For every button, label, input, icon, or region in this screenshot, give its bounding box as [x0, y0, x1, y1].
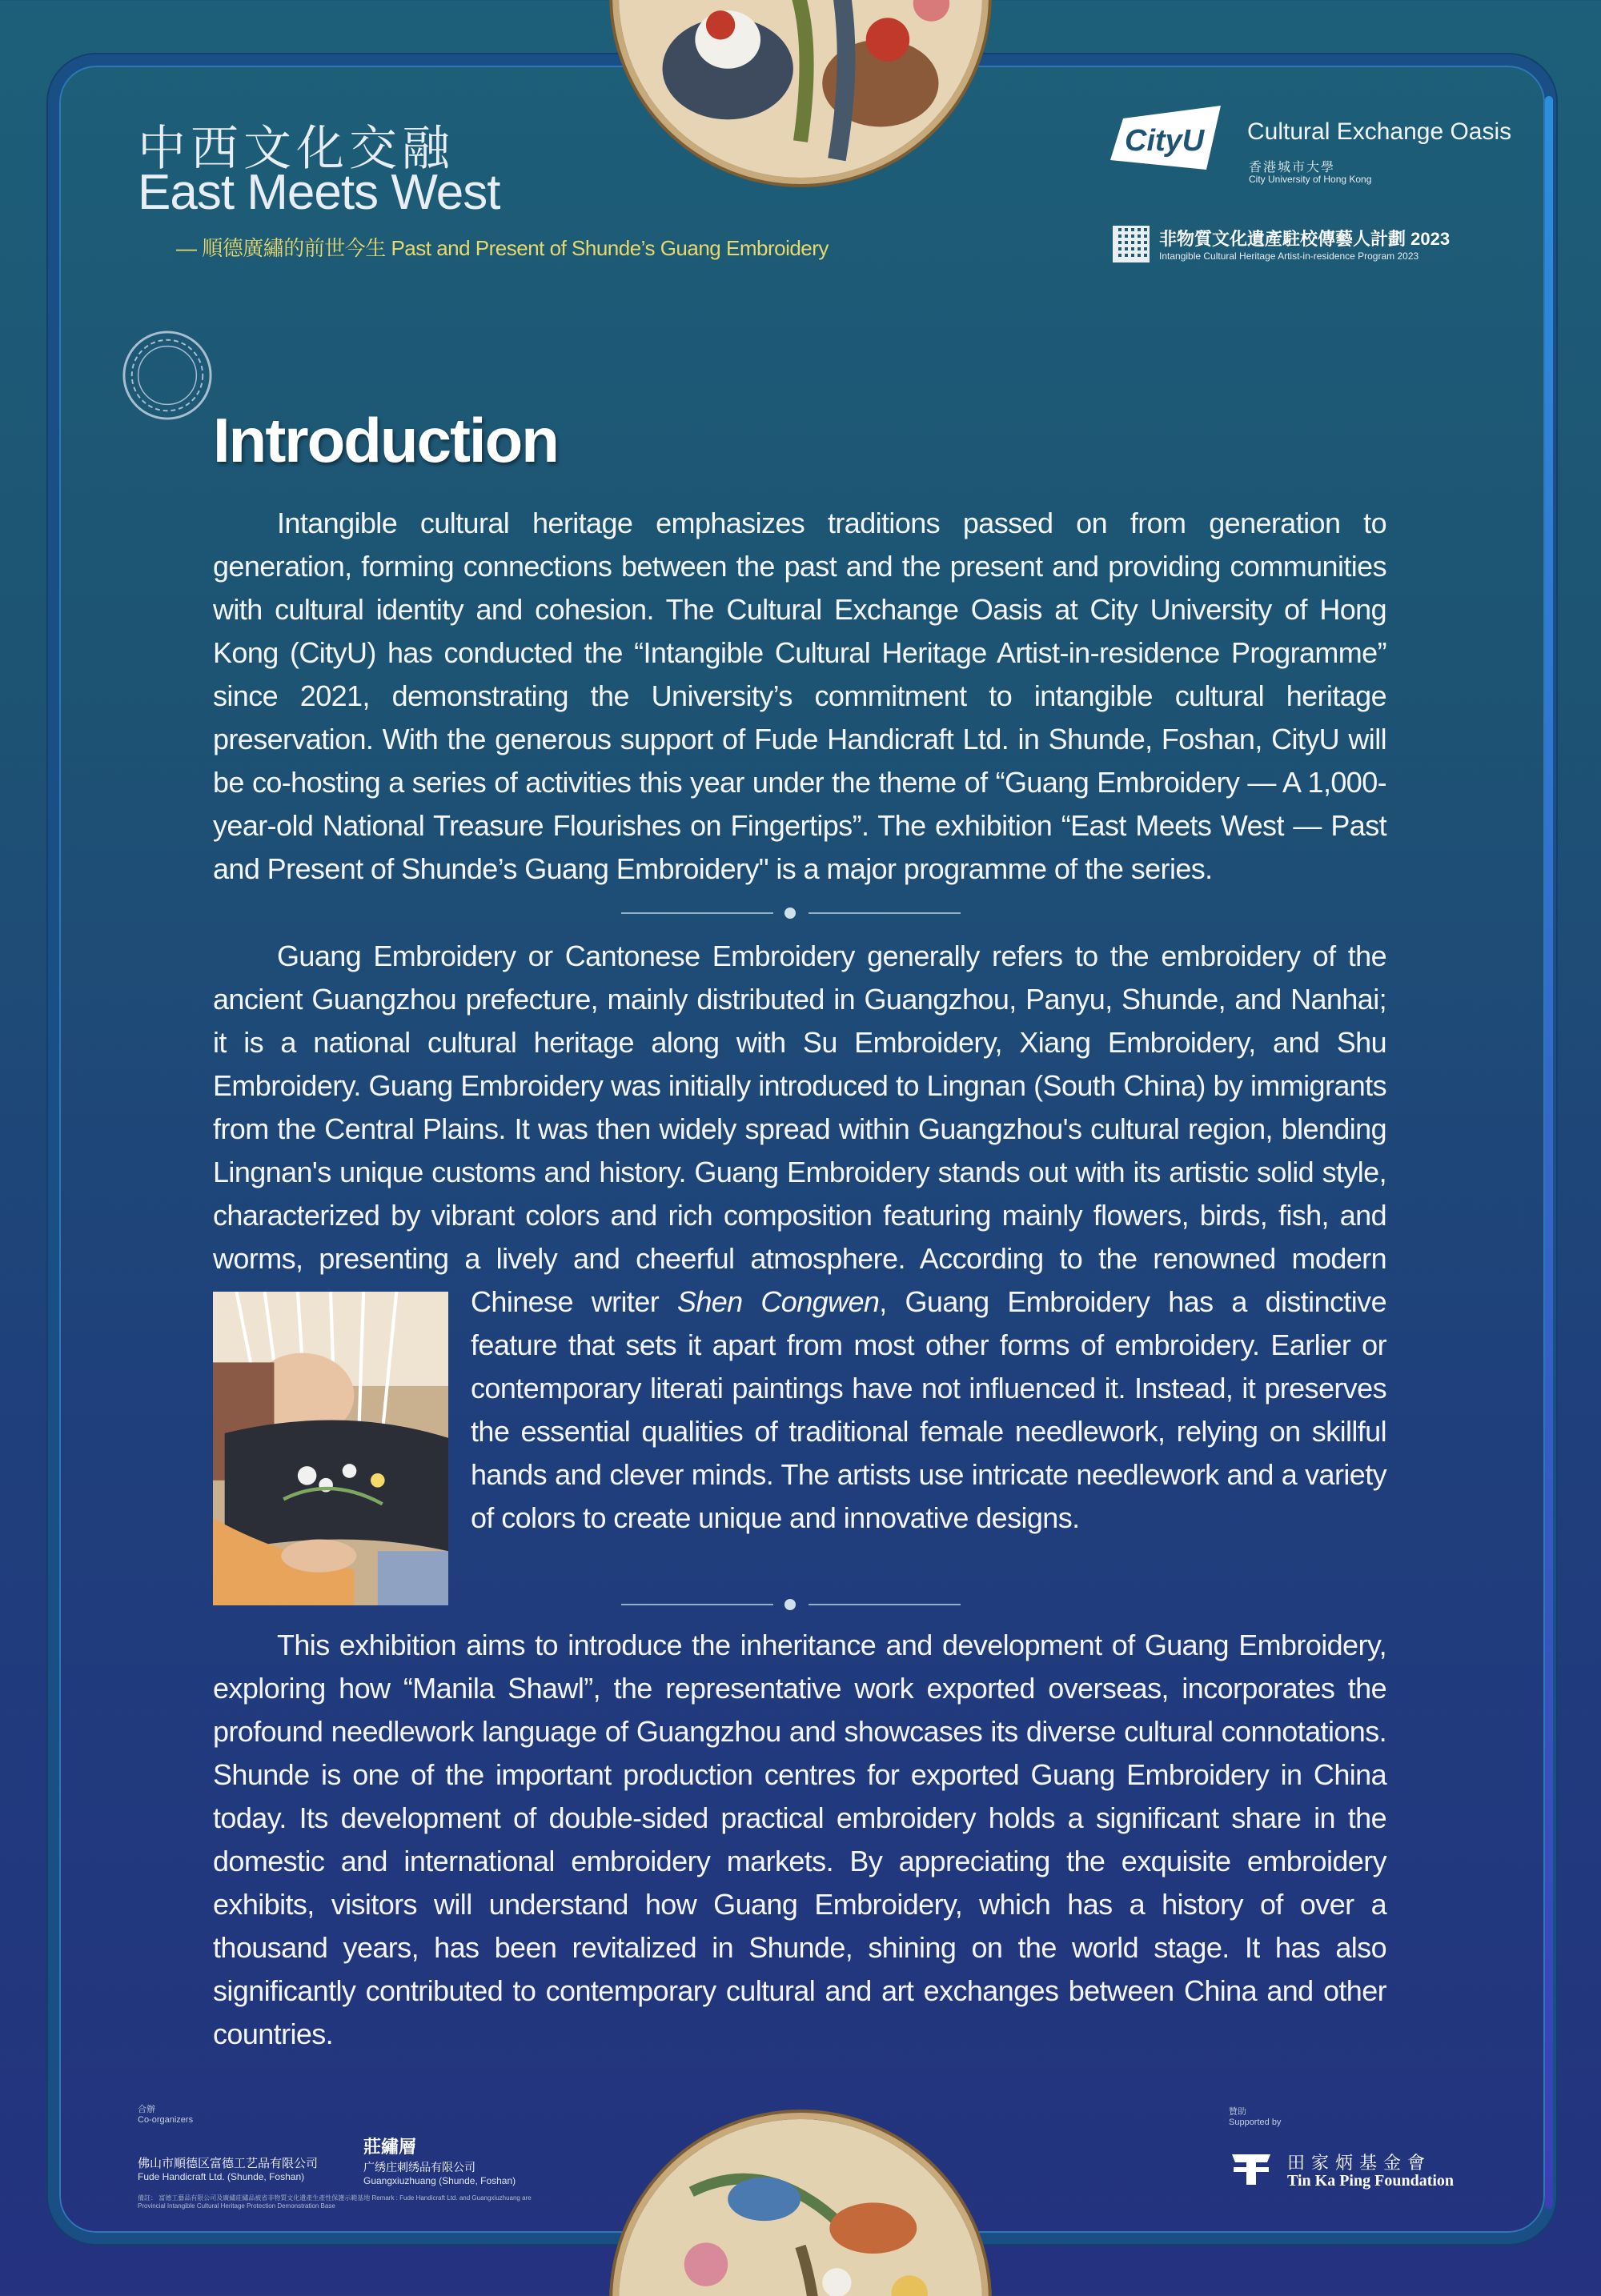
- embroiderer-photo: [213, 1292, 448, 1605]
- sponsor-name-english: Tin Ka Ping Foundation: [1287, 2172, 1455, 2190]
- co-organizer-1-chinese: 佛山市順德区富德工艺品有限公司: [138, 2157, 319, 2170]
- cityu-logo-icon: [1101, 96, 1245, 184]
- cityu-name-english: City University of Hong Kong: [1249, 174, 1372, 185]
- co-organizer-2-logo: 莊繡層: [363, 2137, 417, 2158]
- title-chinese: 中西文化交融: [138, 121, 455, 177]
- intro-paragraph-1: Intangible cultural heritage emphasizes traditions passed on from generation to generation, forming connections between the past and the present and providing communities with cultural identity and cohesion. The Cultural Exchange Oasis at City University of Hong Kong (CityU) has conducted the “Intangible Cultural Heritage Artist-in-residence Programme” since 2021, demonstrating the University’s commitment to intangible cultural heritage preservation. With the generous support of Fude Handicraft Ltd. in Shunde, Foshan, CityU will be co-hosting a series of activities this year under the theme of “Guang Embroidery — A 1,000-year-old National Treasure Flourishes on Fingertips”. The exhibition “East Meets West — Past and Present of Shunde’s Guang Embroidery" is a major programme of the series.: [213, 507, 1386, 885]
- paragraph-2-lead: Guang Embroidery or Cantonese Embroidery generally refers to the embroidery of the ancient Guangzhou prefecture, mainly distributed in Guangzhou, Panyu, Shunde, and Nanhai; it is a national cultural heritage along with Su Embroidery, Xiang Embroidery, and Shu Embroidery. Guang Embroidery was initially introduced to Lingnan (South China) by immigrants from the Central Plains. It was then widely spread within Guangzhou's cultural region, blending Lingnan's unique customs and history. Guang Embroidery stands out with its artistic solid style, characterized by vibrant colors and rich composition featuring mainly flowers, birds, fish, and worms, presenting a lively and cheerful atmosphere. According to the renowned modern Chinese writer: [213, 940, 1386, 1318]
- co-organizer-2-chinese: 广绣庄刺绣品有限公司: [363, 2161, 475, 2174]
- paragraph-2-rest: , Guang Embroidery has a distinctive feature that sets it apart from most other forms of embroidery. Earlier or contemporary literati paintings have not influenced it. Instead, it preserves the essential qualities of traditional female needlework, relying on skillful hands and clever minds. The artists use intricate needlework and a variety of colors to create unique and innovative designs.: [471, 1285, 1387, 1534]
- co-organizers-label: 合辦 Co-organizers: [138, 2105, 194, 2125]
- programme-name-english: Intangible Cultural Heritage Artist-in-residence Program 2023: [1159, 250, 1419, 262]
- section-heading: Introduction: [213, 405, 558, 475]
- sponsor-name-chinese: 田家炳基金會: [1287, 2154, 1432, 2174]
- section-divider: [621, 1599, 961, 1610]
- intro-paragraph-2: [213, 935, 1386, 1605]
- fret-ring-ornament-icon: [120, 328, 215, 423]
- subtitle: — 順德廣繡的前世今生 Past and Present of Shunde’s Guang Embroidery: [176, 236, 829, 260]
- remark-text: 備註： 富德工藝品有限公司及廣繡莊繡品被省非物質文化遺產生產性保護示範基地 Remark : Fude Handicraft Ltd. and Guangxiuzhuang are Provincial Intangible Cultural Heritage Protection Demonstration Base: [138, 2194, 532, 2210]
- frame-highlight: [1545, 96, 1553, 2209]
- intro-paragraph-3: This exhibition aims to introduce the inheritance and development of Guang Embroidery, exploring how “Manila Shawl”, the representative work exported overseas, incorporates the profound needlework language of Guangzhou and showcases its diverse cultural connotations. Shunde is one of the important production centres for exported Guang Embroidery in China today. Its development of double-sided practical embroidery holds a significant share in the domestic and international embroidery markets. By appreciating the exquisite embroidery exhibits, visitors will understand how Guang Embroidery, which has a history of over a thousand years, has been revitalized in Shunde, shining on the world stage. It has also significantly contributed to contemporary cultural and art exchanges between China and other countries.: [213, 1629, 1386, 2050]
- cityu-unit-name: Cultural Exchange Oasis: [1247, 118, 1512, 145]
- section-divider: [621, 908, 961, 919]
- co-organizer-2-english: Guangxiuzhuang (Shunde, Foshan): [363, 2175, 516, 2186]
- supported-by-label: 贊助 Supported by: [1229, 2107, 1282, 2127]
- co-organizer-1-english: Fude Handicraft Ltd. (Shunde, Foshan): [138, 2171, 305, 2182]
- programme-name-chinese: 非物質文化遺產駐校傳藝人計劃 2023: [1159, 229, 1451, 249]
- embroiderer-photo-image: [213, 1292, 448, 1605]
- title-english: East Meets West: [138, 165, 500, 220]
- programme-seal-icon: [1113, 226, 1150, 262]
- cityu-logo-text: CityU: [1125, 124, 1205, 158]
- tin-ka-ping-logo-icon: [1229, 2151, 1274, 2186]
- cityu-name-chinese: 香港城市大學: [1249, 161, 1336, 174]
- writer-name: Shen Congwen: [676, 1285, 880, 1318]
